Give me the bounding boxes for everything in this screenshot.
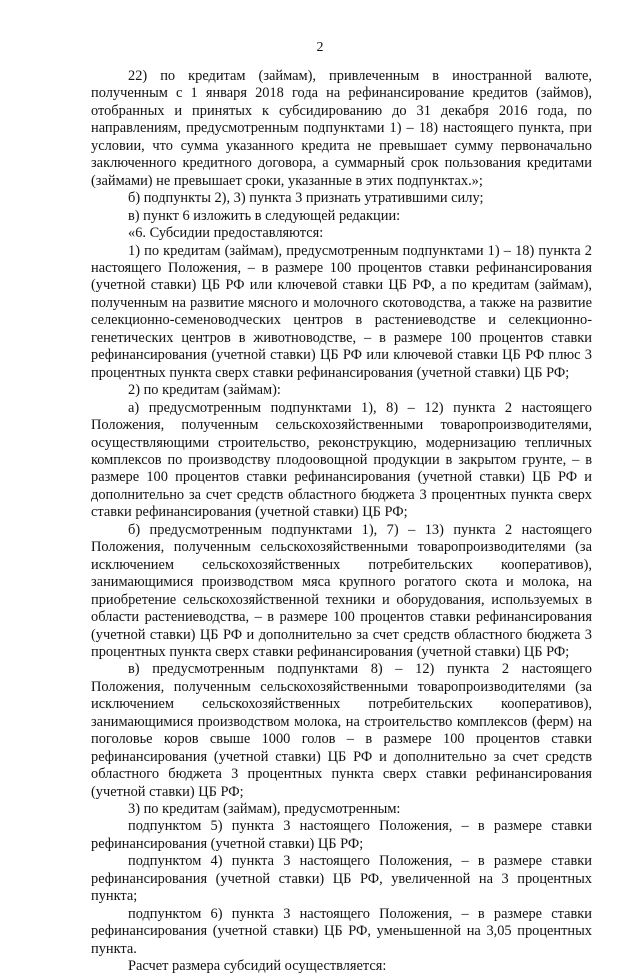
paragraph-6-2-b: б) предусмотренным подпунктами 1), 7) – 13) пункта 2 настоящего Положения, полученным сельскохозяйственными товаропроизводителями (за исключением сельскохозяйственных потребительских кооперативов), занимающимися производством мяса крупного рогатого скота и молока, на приобретение сельскохозяйственной техники и оборудования, используемых в области растениеводства, – в размере 100 процентов ставки рефинансирования (учетной ставки) ЦБ РФ и дополнительно за счет средств областного бюджета 3 процентных пункта сверх ставки рефинансирования (учетной ставки) ЦБ РФ; xyxy=(91,521,592,660)
paragraph-6-3-sub4: подпунктом 4) пункта 3 настоящего Положения, – в размере ставки рефинансирования (учетной ставки) ЦБ РФ, увеличенной на 3 процентных пункта; xyxy=(91,853,592,905)
paragraph-6-3: 3) по кредитам (займам), предусмотренным: xyxy=(128,801,401,818)
paragraph-6-2: 2) по кредитам (займам): xyxy=(128,382,281,399)
paragraph-6-2-v: в) предусмотренным подпунктами 8) – 12) пункта 2 настоящего Положения, полученным сельскохозяйственными товаропроизводителями (за исключением сельскохозяйственных потребительских кооперативов), занимающимися производством молока, на строительство комплексов (ферм) на поголовье коров свыше 1000 голов – в размере 100 процентов ставки рефинансирования (учетной ставки) ЦБ РФ и дополнительно за счет средств областного бюджета 3 процентных пункта сверх ставки рефинансирования (учетной ставки) ЦБ РФ; xyxy=(91,661,592,800)
paragraph-6-1: 1) по кредитам (займам), предусмотренным подпунктами 1) – 18) пункта 2 настоящего Положения, – в размере 100 процентов ставки рефинансирования (учетной ставки) ЦБ РФ или ключевой ставки ЦБ РФ, а по кредитам (займам), полученным на развитие мясного и молочного скотоводства, а также на развитие селекционно-семеноводческих центров в растениеводстве и селекционно-генетических центров в животноводстве, – в размере 100 процентов ставки рефинансирования (учетной ставки) ЦБ РФ или ключевой ставки ЦБ РФ плюс 3 процентных пункта сверх ставки рефинансирования (учетной ставки) ЦБ РФ; xyxy=(91,242,592,381)
paragraph-6-3-sub5: подпунктом 5) пункта 3 настоящего Положения, – в размере ставки рефинансирования (учетной ставки) ЦБ РФ; xyxy=(91,818,592,852)
document-body xyxy=(91,68,592,976)
paragraph-22: 22) по кредитам (займам), привлеченным в иностранной валюте, полученным с 1 января 2018 года на рефинансирование кредитов (займов), отобранных и принятых к субсидированию до 31 декабря 2016 года, по направлениям, предусмотренным подпунктами 1) – 18) настоящего пункта, при условии, что сумма указанного кредита не превышает сумму первоначально заключенного кредитного договора, а суммарный срок пользования кредитами (займами) не превышает сроки, указанные в этих подпунктах.»; xyxy=(91,68,592,189)
paragraph-calc-intro: Расчет размера субсидий осуществляется: xyxy=(128,958,387,975)
paragraph-6-intro: «6. Субсидии предоставляются: xyxy=(128,225,324,242)
page-number: 2 xyxy=(316,40,324,55)
paragraph-v-amend: в) пункт 6 изложить в следующей редакции: xyxy=(128,207,401,224)
paragraph-b-repeal: б) подпункты 2), 3) пункта 3 признать утратившими силу; xyxy=(128,190,484,207)
paragraph-6-3-sub6: подпунктом 6) пункта 3 настоящего Положения, – в размере ставки рефинансирования (учетной ставки) ЦБ РФ, уменьшенной на 3,05 процентных пункта. xyxy=(91,905,592,957)
paragraph-6-2-a: а) предусмотренным подпунктами 1), 8) – 12) пункта 2 настоящего Положения, полученным сельскохозяйственными товаропроизводителями, осуществляющими строительство, реконструкцию, модернизацию тепличных комплексов по производству плодоовощной продукции в закрытом грунте, – в размере 100 процентов ставки рефинансирования (учетной ставки) ЦБ РФ и дополнительно за счет средств областного бюджета 3 процентных пункта сверх ставки рефинансирования (учетной ставки) ЦБ РФ; xyxy=(91,399,592,521)
